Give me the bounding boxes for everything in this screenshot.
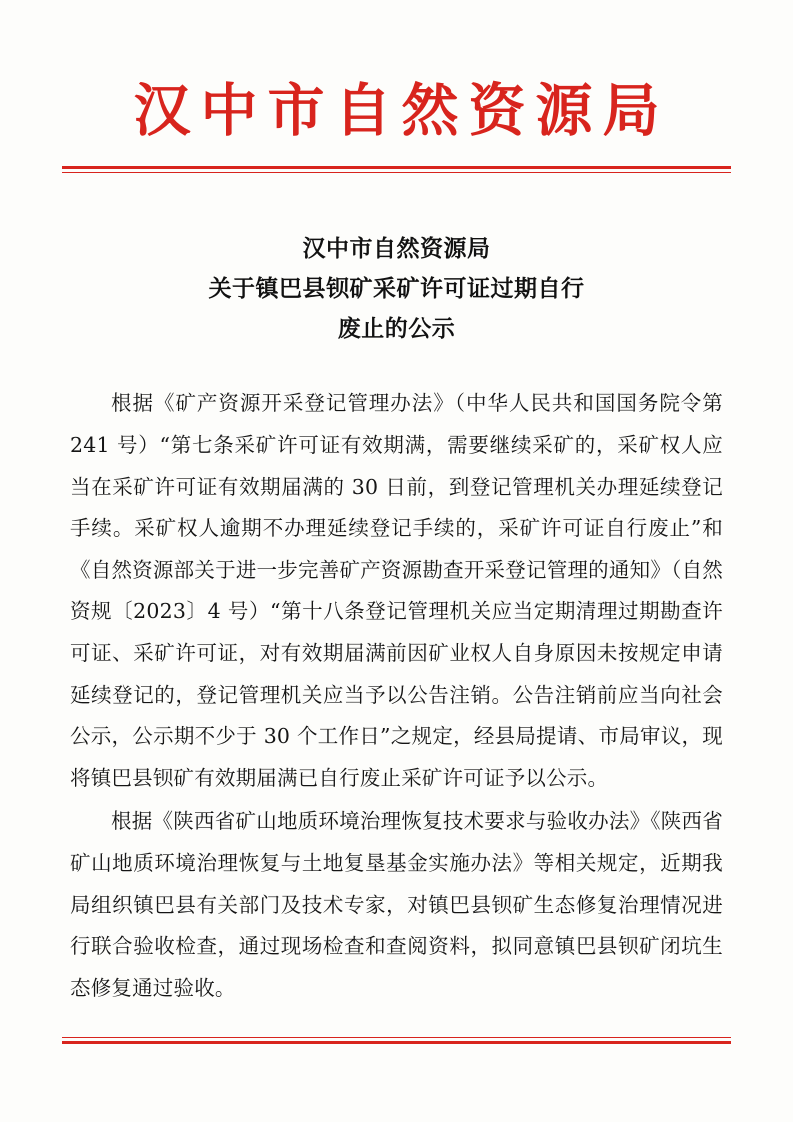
issuing-organization-title: 汉中市自然资源局 <box>133 77 670 144</box>
document-title <box>0 229 793 350</box>
header-rule-thin <box>62 172 731 173</box>
letterhead <box>0 0 793 144</box>
document-title-line-2: 关于镇巴县钡矿采矿许可证过期自行 <box>208 274 585 302</box>
body-paragraph-2: 根据《陕西省矿山地质环境治理恢复技术要求与验收办法》《陕西省矿山地质环境治理恢复与土地复垦基金实施办法》等相关规定，近期我局组织镇巴县有关部门及技术专家，对镇巴县钡矿生态修复治理情况进行联合验收检查，通过现场检查和查阅资料，拟同意镇巴县钡矿闭坑生态修复通过验收。 <box>70 809 723 1000</box>
document-body <box>70 383 723 1009</box>
header-rule-thick <box>62 166 731 169</box>
document-title-line-1: 汉中市自然资源局 <box>302 234 491 262</box>
footer-rule-thin <box>62 1037 731 1038</box>
body-paragraph-1: 根据《矿产资源开采登记管理办法》（中华人民共和国国务院令第 241 号）“第七条采矿许可证有效期满，需要继续采矿的，采矿权人应当在采矿许可证有效期届满的 30 日前，到登记管理机关办理延续登记手续。采矿权人逾期不办理延续登记手续的，采矿许可证自行废止”和《自然资源部关于进一步完善矿产资源勘查开采登记管理的通知》（自然资规〔2023〕4 号）“第十八条登记管理机关应当定期清理过期勘查许可证、采矿许可证，对有效期届满前因矿业权人自身原因未按规定申请延续登记的，登记管理机关应当予以公告注销。公告注销前应当向社会公示，公示期不少于 30 个工作日”之规定，经县局提请、市局审议，现将镇巴县钡矿有效期届满已自行废止采矿许可证予以公示。 <box>70 391 723 790</box>
header-divider <box>0 166 793 173</box>
footer-rule-thick <box>62 1041 731 1044</box>
footer-divider <box>62 1037 731 1044</box>
document-title-line-3: 废止的公示 <box>337 315 456 343</box>
